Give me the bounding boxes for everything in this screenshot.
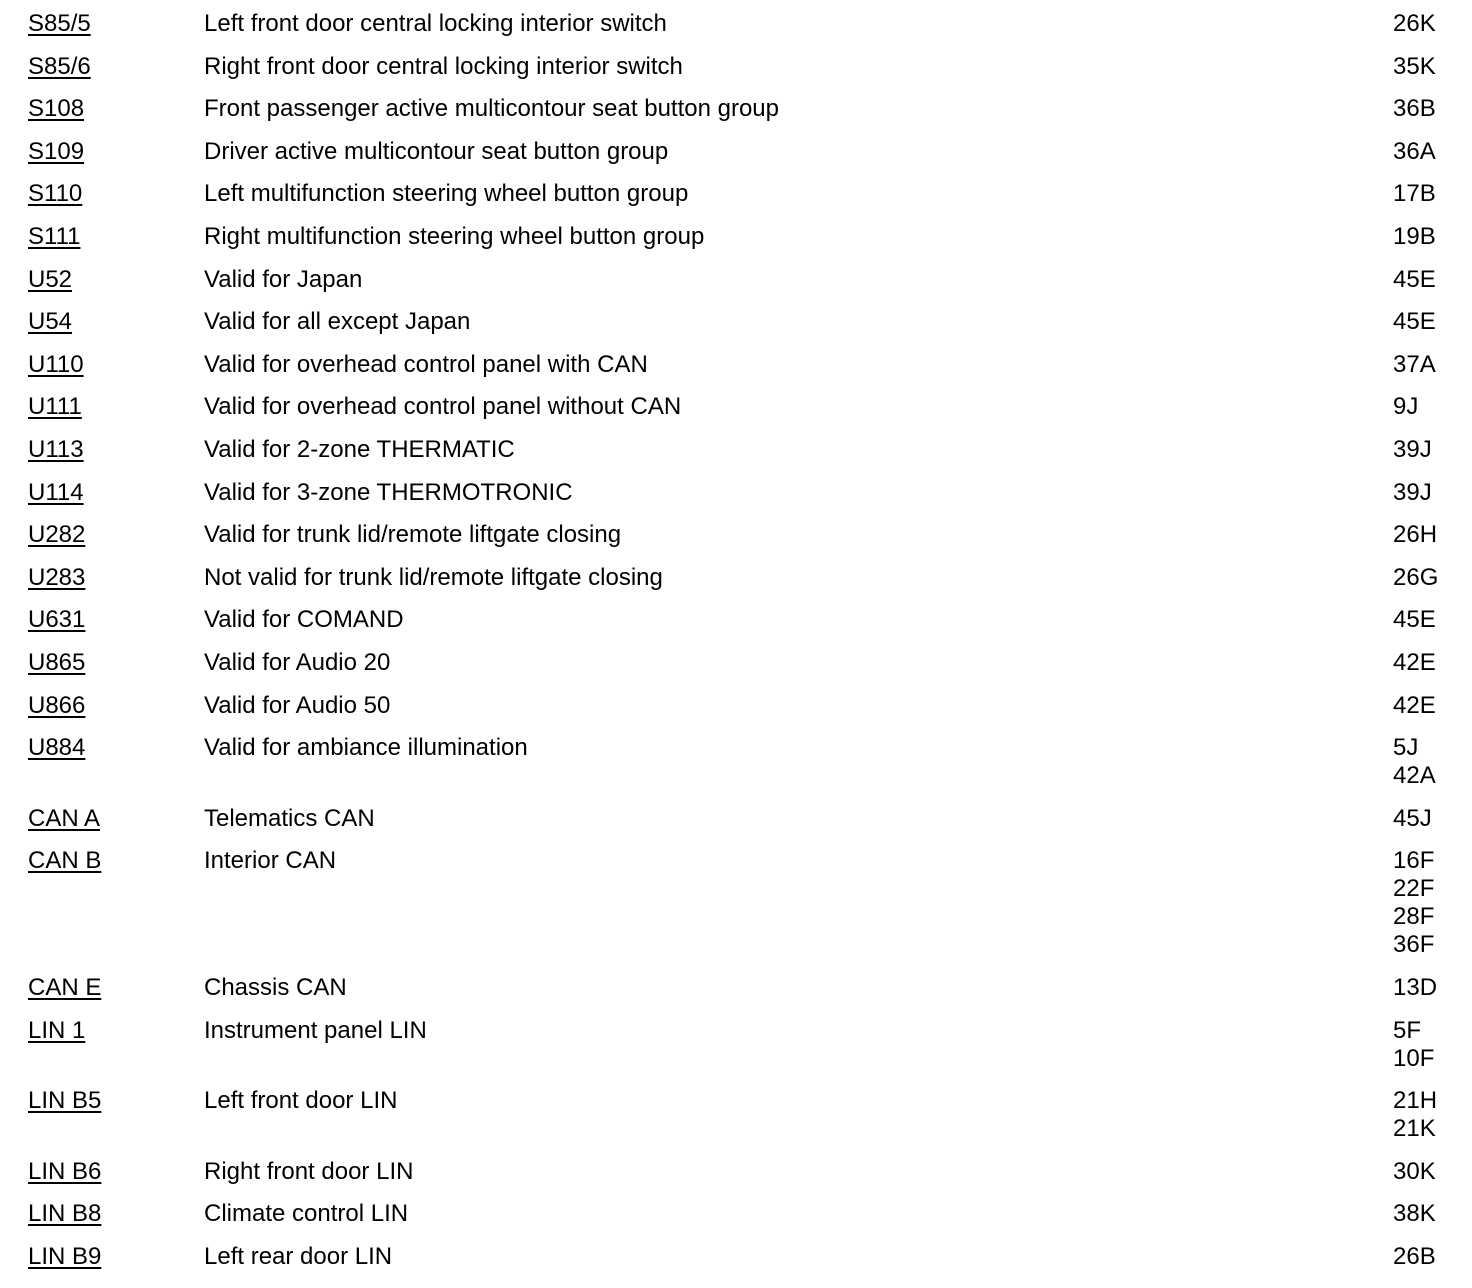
grid-reference-list <box>1393 1087 1437 1143</box>
component-description: Right multifunction steering wheel button group <box>204 223 705 250</box>
grid-reference: 39J <box>1393 436 1432 463</box>
grid-reference: 35K <box>1393 53 1436 80</box>
grid-reference: 26G <box>1393 564 1439 591</box>
component-code-link[interactable]: U52 <box>28 266 73 293</box>
component-description: Valid for 3-zone THERMOTRONIC <box>204 479 573 506</box>
component-description: Valid for all except Japan <box>204 308 471 335</box>
component-code-link[interactable]: U283 <box>28 564 86 591</box>
component-description: Interior CAN <box>204 847 337 874</box>
component-description: Left rear door LIN <box>204 1243 393 1270</box>
grid-reference-list <box>1393 805 1432 833</box>
component-code-link[interactable]: U866 <box>28 692 86 719</box>
grid-reference-list <box>1393 223 1436 251</box>
grid-reference-list <box>1393 734 1436 790</box>
component-description: Valid for ambiance illumination <box>204 734 528 761</box>
component-code-link[interactable]: LIN B6 <box>28 1158 102 1185</box>
component-code-link[interactable]: U884 <box>28 734 86 761</box>
component-description: Valid for Audio 20 <box>204 649 391 676</box>
component-code-link[interactable]: S110 <box>28 180 83 207</box>
grid-reference: 9J <box>1393 393 1419 420</box>
grid-reference: 42E <box>1393 649 1436 676</box>
component-description: Right front door central locking interior switch <box>204 53 683 80</box>
component-description: Not valid for trunk lid/remote liftgate closing <box>204 564 663 591</box>
component-description: Telematics CAN <box>204 805 375 832</box>
component-description: Valid for 2-zone THERMATIC <box>204 436 515 463</box>
grid-reference-list <box>1393 649 1436 677</box>
component-description: Valid for overhead control panel without CAN <box>204 393 682 420</box>
component-code-link[interactable]: U282 <box>28 521 86 548</box>
grid-reference-list <box>1393 351 1436 379</box>
component-description: Front passenger active multicontour seat button group <box>204 95 779 122</box>
component-code-link[interactable]: U865 <box>28 649 86 676</box>
component-description: Left front door LIN <box>204 1087 398 1114</box>
grid-reference-list <box>1393 393 1418 421</box>
grid-reference: 36A <box>1393 138 1436 165</box>
grid-reference: 10F <box>1393 1045 1435 1072</box>
grid-reference: 36B <box>1393 95 1436 122</box>
grid-reference: 22F <box>1393 875 1435 902</box>
grid-reference: 13D <box>1393 974 1438 1001</box>
grid-reference: 16F <box>1393 847 1435 874</box>
component-description: Instrument panel LIN <box>204 1017 427 1044</box>
component-description: Left front door central locking interior switch <box>204 10 667 37</box>
grid-reference: 39J <box>1393 479 1432 506</box>
component-description: Driver active multicontour seat button group <box>204 138 669 165</box>
grid-reference: 21H <box>1393 1087 1438 1114</box>
component-description: Valid for COMAND <box>204 606 404 633</box>
grid-reference: 17B <box>1393 180 1436 207</box>
grid-reference: 21K <box>1393 1115 1436 1142</box>
grid-reference: 45E <box>1393 308 1436 335</box>
grid-reference: 42A <box>1393 762 1436 789</box>
grid-reference: 45E <box>1393 266 1436 293</box>
component-description: Valid for trunk lid/remote liftgate closing <box>204 521 622 548</box>
grid-reference-list <box>1393 180 1436 208</box>
component-code-link[interactable]: CAN E <box>28 974 102 1001</box>
component-code-link[interactable]: LIN B5 <box>28 1087 102 1114</box>
grid-reference: 30K <box>1393 1158 1436 1185</box>
grid-reference: 26K <box>1393 10 1436 37</box>
grid-reference-list <box>1393 692 1436 720</box>
component-description: Valid for overhead control panel with CAN <box>204 351 648 378</box>
component-code-link[interactable]: S108 <box>28 95 85 122</box>
component-code-link[interactable]: U113 <box>28 436 84 463</box>
component-code-link[interactable]: S111 <box>28 223 81 250</box>
grid-reference: 26H <box>1393 521 1438 548</box>
grid-reference: 19B <box>1393 223 1436 250</box>
component-code-link[interactable]: U631 <box>28 606 86 633</box>
grid-reference-list <box>1393 974 1437 1002</box>
grid-reference-list <box>1393 138 1436 166</box>
component-description: Valid for Japan <box>204 266 363 293</box>
grid-reference: 37A <box>1393 351 1436 378</box>
component-code-link[interactable]: S85/5 <box>28 10 91 37</box>
grid-reference-list <box>1393 564 1438 592</box>
grid-reference-list <box>1393 266 1436 294</box>
component-code-link[interactable]: LIN 1 <box>28 1017 86 1044</box>
component-code-link[interactable]: U110 <box>28 351 84 378</box>
grid-reference-list <box>1393 1017 1434 1073</box>
grid-reference-list <box>1393 479 1432 507</box>
grid-reference: 42E <box>1393 692 1436 719</box>
grid-reference: 45E <box>1393 606 1436 633</box>
component-code-link[interactable]: S85/6 <box>28 53 91 80</box>
grid-reference-list <box>1393 847 1434 959</box>
component-code-link[interactable]: LIN B8 <box>28 1200 102 1227</box>
component-code-link[interactable]: CAN A <box>28 805 101 832</box>
component-code-link[interactable]: S109 <box>28 138 85 165</box>
component-code-link[interactable]: LIN B9 <box>28 1243 102 1270</box>
grid-reference-list <box>1393 1200 1436 1228</box>
grid-reference-list <box>1393 521 1437 549</box>
component-description: Right front door LIN <box>204 1158 414 1185</box>
grid-reference: 5J <box>1393 734 1419 761</box>
component-description: Climate control LIN <box>204 1200 409 1227</box>
component-description: Left multifunction steering wheel button group <box>204 180 689 207</box>
grid-reference-list <box>1393 53 1436 81</box>
grid-reference: 38K <box>1393 1200 1436 1227</box>
grid-reference-list <box>1393 606 1436 634</box>
grid-reference: 45J <box>1393 805 1432 832</box>
grid-reference: 36F <box>1393 931 1435 958</box>
component-code-link[interactable]: CAN B <box>28 847 102 874</box>
grid-reference: 5F <box>1393 1017 1422 1044</box>
component-description: Chassis CAN <box>204 974 347 1001</box>
grid-reference-list <box>1393 436 1432 464</box>
grid-reference-list <box>1393 1158 1436 1186</box>
grid-reference: 26B <box>1393 1243 1436 1270</box>
grid-reference-list <box>1393 10 1436 38</box>
component-description: Valid for Audio 50 <box>204 692 391 719</box>
component-code-link[interactable]: U111 <box>28 393 82 420</box>
grid-reference-list <box>1393 1243 1436 1271</box>
component-code-link[interactable]: U114 <box>28 479 84 506</box>
grid-reference-list <box>1393 95 1436 123</box>
grid-reference: 28F <box>1393 903 1435 930</box>
grid-reference-list <box>1393 308 1436 336</box>
component-code-link[interactable]: U54 <box>28 308 73 335</box>
